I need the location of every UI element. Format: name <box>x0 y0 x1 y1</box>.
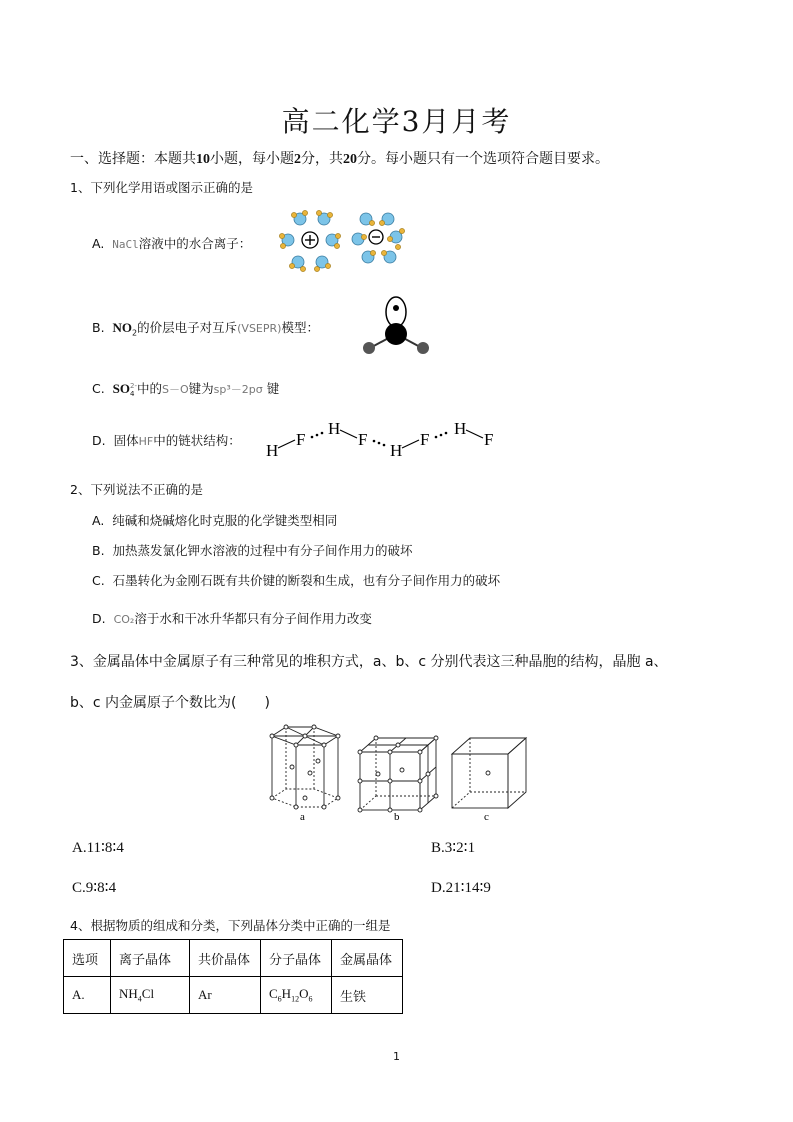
q2-option-a: A. 纯碱和烧碱熔化时克服的化学键类型相同 <box>92 513 338 528</box>
crystal-cells-figure <box>262 718 534 824</box>
page-number: 1 <box>393 1050 400 1063</box>
atom-h: H <box>454 419 467 438</box>
question-1-stem: 1、下列化学用语或图示正确的是 <box>70 180 253 195</box>
figure-label: a <box>300 811 305 823</box>
question-3-stem-line2: b、c 内金属原子个数比为( ) <box>70 695 270 711</box>
q1-option-c: C. SO2- 4 中的S－O键为sp³－2pσ 键 <box>92 381 280 398</box>
q2-option-b: B. 加热蒸发氯化钾水溶液的过程中有分子间作用力的破坏 <box>92 543 413 558</box>
atom-f: F <box>296 430 306 449</box>
crystal-classification-table <box>63 939 403 1014</box>
question-4-stem: 4、根据物质的组成和分类，下列晶体分类中正确的一组是 <box>70 918 391 933</box>
table-cell: $NH_4Cl$ <box>111 977 190 1014</box>
q3-option-a: A.11∶8∶4 <box>72 840 124 856</box>
question-2-stem: 2、下列说法不正确的是 <box>70 482 203 497</box>
unit-cell-b <box>358 736 438 812</box>
table-cell: 生铁 <box>332 977 403 1014</box>
hydrated-ions-figure <box>278 207 410 273</box>
question-3-stem-line1: 3、金属晶体中金属原子有三种常见的堆积方式，a、b、c 分别代表这三种晶胞的结构，晶胞 a、 <box>70 654 668 670</box>
table-header-row <box>64 940 403 977</box>
table-header: 选项 <box>64 940 111 977</box>
atom-f: F <box>358 430 368 449</box>
vsepr-model-figure <box>358 292 434 360</box>
atom-h: H <box>328 419 341 438</box>
q3-option-d: D.21∶14∶9 <box>431 880 491 896</box>
hydrated-sodium-ion <box>279 210 340 271</box>
q3-option-b: B.3∶2∶1 <box>431 840 476 856</box>
atom-f: F <box>484 430 494 449</box>
q2-option-d: D. CO₂溶于水和干冰升华都只有分子间作用力改变 <box>92 611 372 626</box>
q1-option-d: D. 固体HF中的链状结构： <box>92 433 241 448</box>
table-header: 金属晶体 <box>332 940 403 977</box>
q2-option-c: C. 石墨转化为金刚石既有共价键的断裂和生成，也有分子间作用力的破坏 <box>92 573 501 588</box>
atom-f: F <box>420 430 430 449</box>
hf-chain-structure <box>262 418 502 462</box>
q1-option-b: B. $NO_2$的价层电子对互斥(VSEPR)模型： <box>92 320 319 338</box>
table-header: 离子晶体 <box>111 940 190 977</box>
figure-label: c <box>484 811 489 823</box>
atom-h: H <box>390 441 403 460</box>
table-header: 分子晶体 <box>261 940 332 977</box>
unit-cell-a <box>270 725 340 809</box>
figure-label: b <box>394 811 400 823</box>
hydrated-chloride-ion <box>352 213 405 263</box>
atom-h: H <box>266 441 279 460</box>
page-title: 高二化学3月月考 <box>281 105 512 138</box>
table-header: 共价晶体 <box>190 940 261 977</box>
table-cell: Ar <box>190 977 261 1014</box>
table-cell: $C_6H_{12}O_6$ <box>261 977 332 1014</box>
table-row <box>64 977 403 1014</box>
q1-option-a: A. NaCl溶液中的水合离子： <box>92 236 252 251</box>
q3-option-c: C.9∶8∶4 <box>72 880 117 896</box>
section-heading: 一、选择题：本题共10小题，每小题2分，共20分。每小题只有一个选项符合题目要求。 <box>70 151 609 167</box>
table-cell: A. <box>64 977 111 1014</box>
unit-cell-c <box>452 738 526 808</box>
